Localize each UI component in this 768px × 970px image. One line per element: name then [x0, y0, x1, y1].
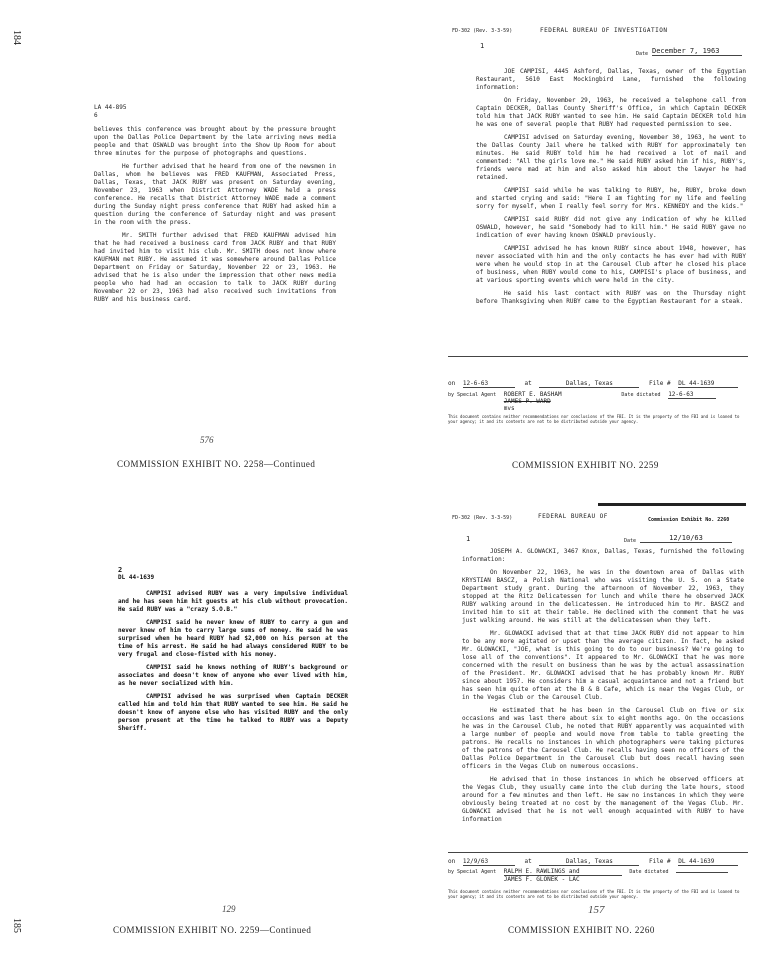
agent-name: RALPH E. RAWLINGS and	[503, 868, 580, 875]
agency-header: FEDERAL BUREAU OF INVESTIGATION	[540, 27, 668, 34]
file-number: DL 44-1639	[118, 574, 155, 581]
paragraph: CAMPISI said RUBY did not give any indication of why he killed OSWALD, however, he said "Somebody had to kill him." He said RUBY gave no indication of ever having known OSWALD previously.	[476, 216, 746, 239]
paragraph: CAMPISI advised he has known RUBY since about 1948, however, has never associated with him and the only contacts he has ever had with RUBY were when he would stop in at the Carousel Club after he closed his place of business, when RUBY would come to his, CAMPISI's place of business, and at various sporting events which were held in the city.	[476, 245, 746, 284]
paragraph: He advised that in those instances in which he observed officers at the Vegas Club, they usually came into the club during the late hours, stood around for a few minutes and then left. He saw no instances in which they were obviously being treated at no cost by the management of the Vegas Club. Mr. GLOWACKI advised that he is not well enough acquainted with RUBY to have information	[462, 776, 744, 823]
handwritten-number: 157	[588, 904, 605, 916]
disclaimer: This document contains neither recommendations nor conclusions of the FBI. It is the property of the FBI and is loaned to your agency; it and its contents are not to be distributed outside your agency.	[448, 414, 740, 424]
exhibit-2258-continued	[94, 104, 336, 309]
exhibit-2259-body	[476, 68, 746, 311]
page-marker: 2	[118, 566, 123, 574]
disclaimer: This document contains neither recommendations nor conclusions of the FBI. It is the property of the FBI and is loaned to your agency; it and its contents are not to be distributed outside your agency.	[448, 889, 740, 899]
paragraph: CAMPISI said he knows nothing of RUBY's background or associates and doesn't know of anyone who ever lived with him, as he never socialized with him.	[118, 664, 348, 687]
agent-names	[504, 391, 614, 412]
paragraph: Mr. SMITH further advised that FRED KAUFMAN advised him that he had received a business card from JACK RUBY and that RUBY had invited him to visit his club. Mr. SMITH does not know where KAUFMAN met RUBY. He assumed it was somewhere around Dallas Police Department on Friday or Saturday, November 22 or 23, 1963. He advised that he is also under the impression that other news media people who had had an occasion to talk to JACK RUBY during November 22 or 23, 1963 had also received such invitations from RUBY and his business card.	[94, 232, 336, 303]
exhibit-2259-continued	[118, 566, 348, 738]
paragraph: CAMPISI said while he was talking to RUBY, he, RUBY, broke down and started crying and said: "Here I am fighting for my life and feeling sorry for myself, when I really feel sorry for Mrs. KENNEDY and the kids."	[476, 187, 746, 210]
date-label: Date	[624, 538, 637, 544]
typist-initials: mvs	[503, 405, 515, 412]
file-label: File #	[648, 858, 671, 865]
file-number: LA 44-895	[94, 104, 127, 111]
date-dictated: 12-6-63	[668, 391, 716, 399]
report-date: December 7, 1963	[652, 47, 742, 56]
interview-date-row	[448, 380, 738, 388]
handwritten-number: 576	[200, 435, 214, 445]
paragraph: He estimated that he has been in the Carousel Club on five or six occasions and was last there about six to eight months ago. On the occasions he was in the Carousel Club, he noted that RUBY apparently was acquainted with a large number of people and would move from table to table greeting the patrons. He recalls no instances in which photographers were taking pictures of the patrons of the Carousel Club. He recalls having seen no officers of the Dallas Police Department in the Carousel Club but does recall having seen officers in the Vegas Club on numerous occasions.	[462, 707, 744, 770]
divider	[448, 356, 748, 357]
page-number-top: 184	[11, 30, 22, 45]
exhibit-caption: COMMISSION EXHIBIT NO. 2259—Continued	[113, 925, 312, 935]
paragraph: CAMPISI advised on Saturday evening, November 30, 1963, he went to the Dallas County Jail where he talked with RUBY for approximately ten minutes. He said RUBY told him he had received a lot of mail and commented: "All the girls love me." He said RUBY asked him if his, RUBY's, friends were mad at him and also asked him about the lawyer he had retained.	[476, 134, 746, 181]
form-number: FD-302 (Rev. 3-3-59)	[452, 28, 513, 34]
interview-date-row	[448, 858, 738, 866]
paragraph: CAMPISI advised RUBY was a very impulsive individual and he has seen him hit guests at his club without provocation. He said RUBY was a "crazy S.O.B."	[118, 590, 348, 613]
paragraph: On Friday, November 29, 1963, he received a telephone call from Captain DECKER, Dallas County Sheriff's Office, in which Captain DECKER told him that JACK RUBY wanted to see him. He said Captain DECKER told him he was one of several people that RUBY had requested permission to see.	[476, 97, 746, 128]
exhibit-stamp: Commission Exhibit No. 2260	[648, 517, 730, 523]
date-dictated	[676, 872, 728, 873]
exhibit-caption: COMMISSION EXHIBIT NO. 2260	[508, 925, 655, 935]
paragraph: JOE CAMPISI, 4445 Ashford, Dallas, Texas, owner of the Egyptian Restaurant, 5610 East Mockingbird Lane, furnished the following information:	[476, 68, 746, 91]
interview-place: Dallas, Texas	[539, 380, 639, 388]
page-number-bottom: 185	[11, 918, 22, 933]
page-number: 1	[466, 535, 471, 543]
by-agent-label: by Special Agent	[448, 392, 497, 398]
agent-row	[448, 391, 716, 412]
paragraph: Mr. GLOWACKI advised that at that time JACK RUBY did not appear to him to be any more agitated or upset than the average citizen. In fact, he asked Mr. GLOWACKI, "JOE, what is this going to do to our business? We're going to lose all of the conventions". It appeared to Mr. GLOWACKI that he was more concerned with the result on business than he was by the actual assassination of the President. Mr. GLOWACKI advised that he has probably known Mr. RUBY since about 1957. He considers him a casual acquaintance and not a friend but has seen him quite often at the B & B Cafe, which is near the Vegas Club, or in the Vegas Club or the Carousel Club.	[462, 630, 744, 701]
paragraph: JOSEPH A. GLOWACKI, 3467 Knox, Dallas, Texas, furnished the following information:	[462, 548, 744, 563]
exhibit-caption: COMMISSION EXHIBIT NO. 2258—Continued	[117, 459, 316, 469]
report-date: 12/10/63	[640, 534, 732, 543]
interview-date: 12-6-63	[463, 380, 515, 388]
page-marker: 6	[94, 112, 98, 119]
handwritten-number: 129	[222, 904, 236, 914]
agent-names	[504, 868, 622, 883]
interview-date: 12/9/63	[463, 858, 515, 866]
on-label: on	[448, 858, 456, 865]
file-number: DL 44-1639	[678, 380, 738, 388]
at-label: at	[524, 858, 532, 865]
agency-header: FEDERAL BUREAU OF	[538, 513, 608, 520]
on-label: on	[448, 380, 456, 387]
agent-row	[448, 868, 728, 883]
page-number: 1	[480, 42, 485, 50]
paragraph: On November 22, 1963, he was in the downtown area of Dallas with KRYSTIAN BASCZ, a Polish National who was visiting the U. S. on a State Department study grant. During the afternoon of November 22, 1963, they stopped at the Ritz Delicatessen for lunch and while there he observed JACK RUBY walking around in the delicatessen. He introduced him to Mr. BASCZ and invited him to sit at their table. He declined with the comment that he was just walking around. He was still at the delicatessen when they left.	[462, 569, 744, 624]
paragraph: CAMPISI advised he was surprised when Captain DECKER called him and told him that RUBY wanted to see him. He said he doesn't know of anyone else who has visited RUBY and the only person present at the time he talked to RUBY was a Deputy Sheriff.	[118, 693, 348, 732]
at-label: at	[524, 380, 532, 387]
file-number: DL 44-1639	[678, 858, 738, 866]
date-dictated-label: Date dictated	[629, 869, 669, 875]
by-agent-label: by Special Agent	[448, 869, 497, 875]
agent-name: JAMES F. GLONEK - LAC	[504, 875, 622, 883]
agent-name: JAMES P. WARD	[503, 398, 551, 405]
date-dictated-label: Date dictated	[621, 392, 661, 398]
divider	[448, 852, 748, 853]
header-rule	[598, 503, 746, 506]
file-label: File #	[648, 380, 671, 387]
form-number: FD-302 (Rev. 3-3-59)	[452, 515, 513, 521]
exhibit-2260-body	[462, 548, 744, 829]
date-label: Date	[636, 51, 649, 57]
paragraph: believes this conference was brought about by the pressure brought upon the Dallas Police Department by the late arriving news media people and that OSWALD was brought into the Show Up Room for about three minutes for the purpose of photographs and questions.	[94, 126, 336, 157]
paragraph: He further advised that he heard from one of the newsmen in Dallas, whom he believes was FRED KAUFMAN, Associated Press, Dallas, Texas, that JACK RUBY was present on Saturday evening, November 23, 1963 when District Attorney WADE held a press conference. He recalls that District Attorney WADE made a comment during the Sunday night press conference that RUBY had asked him a question during the conference of Saturday night and was present in the room with the press.	[94, 163, 336, 226]
agent-name: ROBERT E. BASHAM	[503, 391, 562, 398]
exhibit-caption: COMMISSION EXHIBIT NO. 2259	[512, 460, 659, 470]
paragraph: He said his last contact with RUBY was on the Thursday night before Thanksgiving when RUBY came to the Egyptian Restaurant for a steak.	[476, 290, 746, 305]
interview-place: Dallas, Texas	[539, 858, 639, 866]
paragraph: CAMPISI said he never knew of RUBY to carry a gun and never knew of him to carry large sums of money. He said he was surprised when he heard RUBY had $2,000 on his person at the time of his arrest. He said he had always considered RUBY to be very frugal and close-fisted with his money.	[118, 619, 348, 658]
